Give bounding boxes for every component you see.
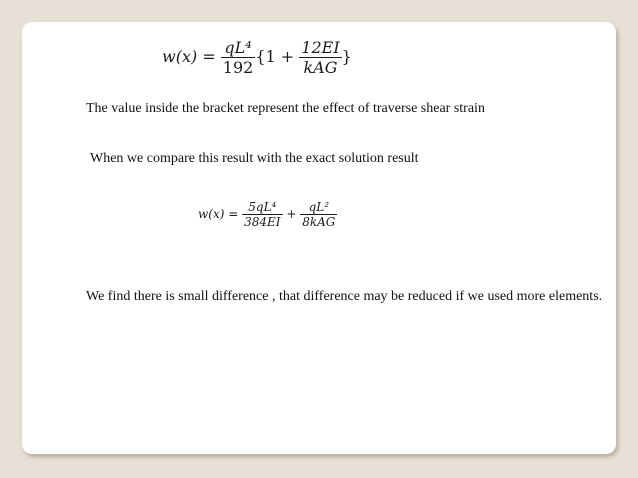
formula-reduced-integration	[162, 38, 352, 77]
formula1-brace-close: }	[341, 47, 352, 66]
formula-exact-solution	[198, 200, 337, 229]
formula1-inner-denominator: kAG	[299, 57, 341, 77]
text-bracket-explanation: The value inside the bracket represent the effect of traverse shear strain	[86, 101, 485, 116]
formula2-denominator1: 384EI	[244, 215, 281, 229]
formula1-inner-numerator: 12EI	[301, 38, 340, 57]
formula2-fraction-bending	[242, 200, 282, 229]
formula1-inner-fraction	[299, 38, 341, 77]
formula1-lhs: w(x) =	[162, 47, 216, 66]
text-compare-exact: When we compare this result with the exact solution result	[90, 151, 419, 166]
formula2-numerator2: qL²	[308, 200, 330, 214]
text-conclusion: We find there is small difference , that difference may be reduced if we used more elements.	[86, 289, 603, 304]
formula2-fraction-shear	[300, 200, 337, 229]
formula2-plus: +	[286, 207, 297, 221]
formula1-brace-open: {1 +	[255, 47, 295, 66]
formula2-numerator1: 5qL⁴	[248, 200, 277, 214]
formula1-denominator: 192	[222, 58, 254, 77]
formula1-numerator: qL⁴	[224, 38, 252, 57]
formula2-denominator2: 8kAG	[302, 215, 336, 229]
formula1-fraction	[221, 38, 256, 77]
slide	[22, 22, 616, 454]
formula2-lhs: w(x) =	[198, 207, 239, 221]
